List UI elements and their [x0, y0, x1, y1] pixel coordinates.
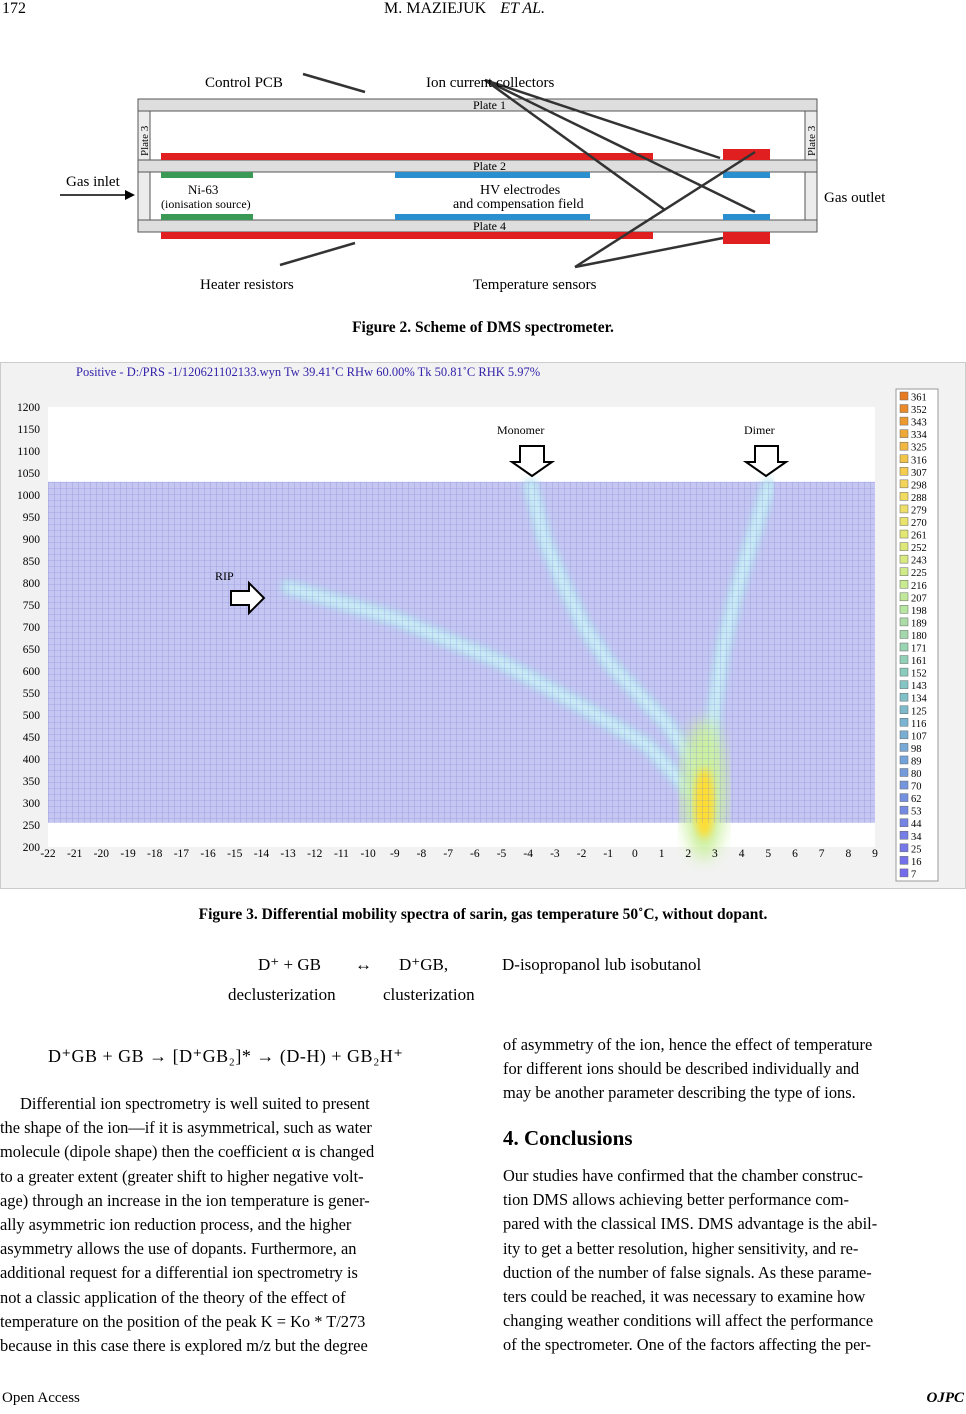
legend-value: 361 — [911, 392, 927, 404]
legend-value: 34 — [911, 831, 922, 843]
legend-swatch — [900, 543, 908, 551]
annotation-rip: RIP — [215, 569, 234, 583]
left-line: not a classic application of the theory of the effect of — [0, 1287, 346, 1307]
label-plate2: Plate 2 — [473, 159, 506, 173]
x-tick-label: 8 — [845, 848, 852, 860]
legend-swatch — [900, 392, 908, 400]
x-tick-label: 6 — [792, 848, 798, 860]
legend-swatch — [900, 718, 908, 726]
legend-value: 225 — [911, 568, 927, 580]
legend-value: 98 — [911, 743, 922, 755]
legend-swatch — [900, 844, 908, 852]
y-tick-label: 1100 — [17, 446, 40, 458]
right-line: ters could be reached, it was necessary to examine how — [503, 1287, 866, 1307]
left-line: the shape of the ion—if it is asymmetrical, such as water — [0, 1118, 372, 1138]
label-ni63: Ni-63 — [188, 182, 219, 197]
label-compensation-field: and compensation field — [453, 197, 584, 212]
legend-value: 107 — [911, 731, 927, 743]
equation1-rhs: D⁺GB, — [399, 955, 449, 974]
y-tick-label: 650 — [22, 644, 40, 656]
label-plate3-right: Plate 3 — [806, 125, 818, 156]
footer-open-access: Open Access — [2, 1390, 80, 1406]
heater-block-bottom — [723, 232, 770, 244]
legend-swatch — [900, 731, 908, 739]
legend-value: 243 — [911, 555, 927, 567]
y-tick-label: 1050 — [17, 468, 40, 480]
legend-value: 143 — [911, 681, 927, 693]
legend-swatch — [900, 856, 908, 864]
x-tick-label: -4 — [523, 848, 533, 860]
right-column-conclusions — [503, 1164, 964, 1358]
color-legend — [896, 389, 938, 881]
right-line: tion DMS allows achieving better performance com- — [503, 1190, 849, 1210]
figure3-title: Positive - D:/PRS -1/120621102133.wyn Tw 39.41˚C RHw 60.00% Tk 50.81˚C RHK 5.97% — [76, 365, 541, 379]
legend-value: 161 — [911, 656, 927, 668]
label-heater-resistors: Heater resistors — [200, 277, 294, 293]
legend-swatch — [900, 831, 908, 839]
right-line: for different ions should be described individually and — [503, 1059, 860, 1079]
x-tick-label: -8 — [416, 848, 427, 860]
y-tick-label: 350 — [22, 776, 40, 788]
annotation-monomer: Monomer — [497, 423, 545, 437]
x-tick-label: -10 — [360, 848, 376, 860]
right-line: of asymmetry of the ion, hence the effect of temperature — [503, 1035, 873, 1054]
x-tick-label: -17 — [173, 848, 190, 860]
legend-swatch — [900, 668, 908, 676]
label-gas-inlet: Gas inlet — [66, 174, 120, 190]
legend-value: 288 — [911, 492, 927, 504]
x-tick-label: -19 — [120, 848, 136, 860]
legend-value: 279 — [911, 505, 927, 517]
legend-swatch — [900, 593, 908, 601]
left-line: because in this case there is explored m/z but the degree — [0, 1336, 368, 1356]
right-line: ity to get a better resolution, higher sensitivity, and re- — [503, 1238, 859, 1258]
equation1-arrow: ↔ — [355, 955, 372, 974]
legend-value: 53 — [911, 806, 922, 818]
x-tick-label: -11 — [333, 848, 349, 860]
y-tick-label: 800 — [22, 578, 40, 590]
x-tick-label: 7 — [818, 848, 825, 860]
legend-value: 171 — [911, 643, 927, 655]
y-tick-label: 450 — [22, 732, 40, 744]
heater-bottom — [161, 232, 653, 239]
x-tick-label: -2 — [576, 848, 587, 860]
legend-swatch — [900, 618, 908, 626]
label-ionisation-source: (ionisation source) — [161, 197, 251, 211]
equation2: D⁺GB + GB → [D⁺GB₂]* → (D-H) + GB₂H⁺ — [48, 1046, 404, 1066]
annotation-dimer: Dimer — [744, 423, 775, 437]
equation1-label-clusterization: clusterization — [383, 985, 475, 1004]
heater-top — [161, 153, 653, 160]
figure2-caption: Figure 2. Scheme of DMS spectrometer. — [352, 319, 614, 336]
legend-swatch — [900, 806, 908, 814]
left-line: ally asymmetric ion reduction process, and the higher — [0, 1215, 352, 1235]
left-line: asymmetry allows the use of dopants. Furthermore, an — [0, 1239, 357, 1259]
legend-value: 16 — [911, 856, 922, 868]
running-title-etal: ET AL. — [500, 0, 545, 17]
legend-value: 44 — [911, 819, 922, 831]
x-tick-label: -16 — [200, 848, 216, 860]
collector-top — [723, 172, 770, 178]
legend-swatch — [900, 442, 908, 450]
legend-swatch — [900, 480, 908, 488]
x-tick-label: -3 — [550, 848, 560, 860]
legend-value: 80 — [911, 769, 922, 780]
legend-value: 325 — [911, 442, 927, 454]
y-tick-label: 900 — [22, 534, 40, 546]
legend-value: 261 — [911, 530, 927, 542]
y-tick-label: 850 — [22, 556, 40, 568]
right-line: duction of the number of false signals. As these parame- — [503, 1262, 872, 1282]
legend-value: 180 — [911, 630, 927, 642]
x-tick-label: -13 — [280, 848, 296, 860]
legend-value: 125 — [911, 706, 927, 718]
legend-swatch — [900, 743, 908, 751]
legend-value: 207 — [911, 593, 927, 605]
legend-swatch — [900, 605, 908, 613]
legend-swatch — [900, 492, 908, 500]
legend-value: 89 — [911, 756, 922, 768]
left-line: to a greater extent (greater shift to higher negative volt- — [0, 1166, 364, 1186]
legend-value: 70 — [911, 781, 922, 793]
legend-swatch — [900, 417, 908, 425]
legend-value: 334 — [911, 430, 927, 442]
x-tick-label: -21 — [67, 848, 83, 860]
x-tick-label: -12 — [307, 848, 323, 860]
x-tick-label: -1 — [603, 848, 614, 860]
legend-value: 189 — [911, 618, 927, 630]
legend-value: 270 — [911, 518, 927, 529]
right-line: may be another parameter describing the type of ions. — [503, 1083, 856, 1103]
y-tick-label: 200 — [22, 842, 40, 854]
left-line: temperature on the position of the peak K = Ko * T/273 — [0, 1311, 366, 1331]
figure3-chart — [0, 362, 966, 889]
legend-value: 152 — [911, 668, 927, 680]
legend-swatch — [900, 555, 908, 563]
y-tick-label: 950 — [22, 512, 40, 524]
y-tick-label: 1150 — [17, 424, 40, 436]
x-tick-label: 3 — [712, 848, 718, 860]
legend-swatch — [900, 455, 908, 463]
x-tick-label: -5 — [496, 848, 507, 860]
legend-value: 116 — [911, 718, 927, 730]
left-line: additional request for a differential ion spectrometry is — [0, 1263, 358, 1283]
running-title — [384, 0, 545, 18]
page-number: 172 — [2, 0, 26, 17]
left-column — [0, 1092, 462, 1358]
equation1-label-declusterization: declusterization — [228, 985, 336, 1004]
legend-value: 7 — [911, 869, 917, 881]
legend-swatch — [900, 769, 908, 777]
x-tick-label: -20 — [93, 848, 110, 860]
right-line: pared with the classical IMS. DMS advantage is the abil- — [503, 1214, 878, 1234]
left-line: age) through an increase in the ion temperature is gener- — [0, 1190, 370, 1210]
figure2-scheme — [55, 62, 915, 302]
x-tick-label: 5 — [765, 848, 772, 860]
legend-swatch — [900, 781, 908, 789]
legend-swatch — [900, 405, 908, 413]
legend-swatch — [900, 505, 908, 513]
label-gas-outlet: Gas outlet — [824, 190, 886, 206]
label-plate1: Plate 1 — [473, 98, 506, 112]
legend-swatch — [900, 643, 908, 651]
ni63-bottom — [161, 214, 253, 220]
y-tick-label: 700 — [22, 622, 40, 634]
legend-swatch — [900, 693, 908, 701]
left-line: Differential ion spectrometry is well suited to present — [20, 1094, 370, 1113]
section-heading-conclusions: 4. Conclusions — [503, 1126, 633, 1150]
legend-value: 62 — [911, 794, 922, 806]
figure3-caption: Figure 3. Differential mobility spectra of sarin, gas temperature 50˚C, without dopant. — [198, 906, 768, 923]
legend-value: 307 — [911, 467, 927, 479]
legend-swatch — [900, 430, 908, 438]
x-tick-label: -22 — [40, 848, 56, 860]
x-tick-label: 2 — [685, 848, 692, 860]
legend-value: 352 — [911, 405, 927, 417]
legend-swatch — [900, 706, 908, 714]
label-hv-electrodes: HV electrodes — [480, 183, 561, 198]
legend-swatch — [900, 568, 908, 576]
footer-journal: OJPC — [926, 1390, 964, 1406]
x-tick-label: -18 — [147, 848, 163, 860]
legend-swatch — [900, 580, 908, 588]
x-tick-label: 0 — [632, 848, 638, 860]
heatmap-grid — [48, 482, 875, 823]
legend-swatch — [900, 630, 908, 638]
label-control-pcb: Control PCB — [205, 75, 283, 91]
legend-value: 198 — [911, 605, 927, 617]
y-tick-label: 1200 — [17, 402, 40, 414]
equation1-lhs: D⁺ + GB — [258, 955, 321, 974]
legend-swatch — [900, 869, 908, 877]
legend-swatch — [900, 467, 908, 475]
legend-swatch — [900, 518, 908, 526]
legend-swatch — [900, 681, 908, 689]
y-tick-label: 1000 — [17, 490, 40, 502]
y-tick-label: 600 — [22, 666, 40, 678]
collector-bottom — [723, 214, 770, 220]
legend-value: 134 — [911, 693, 927, 705]
x-tick-label: 4 — [738, 848, 745, 860]
x-tick-label: -7 — [443, 848, 453, 860]
x-tick-labels — [40, 848, 878, 860]
y-tick-label: 300 — [22, 798, 40, 810]
legend-value: 298 — [911, 480, 927, 492]
legend-value: 25 — [911, 844, 922, 856]
legend-value: 343 — [911, 417, 927, 429]
label-temperature-sensors: Temperature sensors — [473, 277, 597, 293]
label-plate3-left: Plate 3 — [139, 125, 151, 156]
right-line: Our studies have confirmed that the chamber construc- — [503, 1166, 864, 1185]
running-title-authors: M. MAZIEJUK — [384, 0, 487, 17]
legend-swatch — [900, 656, 908, 664]
right-line: changing weather conditions will affect the performance — [503, 1311, 874, 1331]
legend-value: 216 — [911, 580, 927, 592]
legend-swatch — [900, 819, 908, 827]
y-tick-label: 750 — [22, 600, 40, 612]
x-tick-label: 9 — [872, 848, 878, 860]
label-ion-collectors: Ion current collectors — [426, 75, 555, 91]
x-tick-label: -14 — [253, 848, 270, 860]
y-tick-label: 550 — [22, 688, 40, 700]
x-tick-label: -6 — [470, 848, 480, 860]
legend-swatch — [900, 530, 908, 538]
legend-value: 316 — [911, 455, 927, 467]
y-tick-label: 500 — [22, 710, 40, 722]
y-tick-label: 250 — [22, 820, 40, 832]
right-column-intro — [503, 1033, 964, 1106]
right-line: of the spectrometer. One of the factors affecting the per- — [503, 1335, 871, 1355]
x-tick-label: -9 — [390, 848, 400, 860]
label-plate4: Plate 4 — [473, 219, 506, 233]
legend-value: 252 — [911, 543, 927, 555]
left-line: molecule (dipole shape) then the coefficient α is changed — [0, 1142, 375, 1162]
x-tick-label: 1 — [658, 848, 665, 860]
y-tick-label: 400 — [22, 754, 40, 766]
ni63-top — [161, 172, 253, 178]
legend-swatch — [900, 794, 908, 802]
y-tick-labels — [17, 402, 40, 854]
x-tick-label: -15 — [227, 848, 243, 860]
legend-swatch — [900, 756, 908, 764]
equation1-note: D-isopropanol lub isobutanol — [502, 955, 702, 974]
